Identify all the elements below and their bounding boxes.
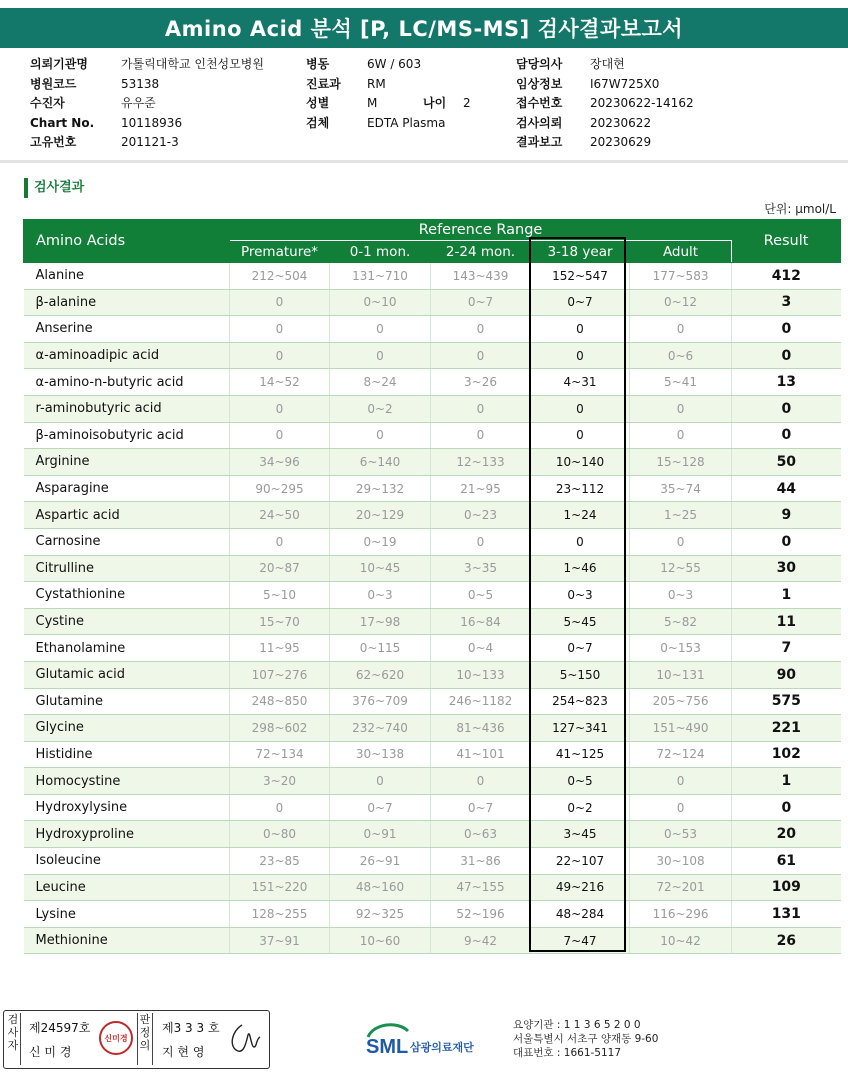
reference-range-cell: 1~25 xyxy=(630,502,732,529)
amino-acid-name: Aspartic acid xyxy=(24,502,230,529)
reviewer-label: 판정의 xyxy=(137,1013,153,1065)
table-row xyxy=(24,369,841,396)
reference-range-cell: 0 xyxy=(431,528,531,555)
value-department: RM xyxy=(367,76,386,91)
table-row xyxy=(24,608,841,635)
result-value: 30 xyxy=(732,555,841,582)
reference-range-cell: 81~436 xyxy=(431,715,531,742)
reference-range-cell: 246~1182 xyxy=(431,688,531,715)
reference-range-cell: 0 xyxy=(330,422,431,449)
org-phone: 대표번호 : 1661-5117 xyxy=(513,1047,622,1059)
results-table xyxy=(23,219,841,954)
tester-number: 제24597호 xyxy=(29,1021,91,1035)
reference-range-cell: 47~155 xyxy=(431,874,531,901)
amino-acid-name: Glutamic acid xyxy=(24,661,230,688)
reference-range-cell: 212~504 xyxy=(230,263,330,290)
reference-range-cell: 0~7 xyxy=(531,289,630,316)
reference-range-cell: 49~216 xyxy=(531,874,630,901)
reference-range-cell: 3~45 xyxy=(531,821,630,848)
value-clinical-info: I67W725X0 xyxy=(590,76,660,91)
reference-range-cell: 10~45 xyxy=(330,555,431,582)
result-value: 26 xyxy=(732,927,841,954)
table-row xyxy=(24,263,841,290)
reference-range-cell: 0 xyxy=(431,395,531,422)
amino-acid-name: Lysine xyxy=(24,901,230,928)
reference-range-cell: 35~74 xyxy=(630,475,732,502)
subheader-2-24-mon: 2-24 mon. xyxy=(431,241,531,263)
reviewer-name: 지 현 영 xyxy=(162,1045,205,1059)
table-row xyxy=(24,635,841,662)
reference-range-cell: 0 xyxy=(330,768,431,795)
reference-range-cell: 10~60 xyxy=(330,927,431,954)
reference-range-cell: 0~6 xyxy=(630,342,732,369)
reference-range-cell: 0~5 xyxy=(531,768,630,795)
reference-range-cell: 116~296 xyxy=(630,901,732,928)
amino-acid-name: r-aminobutyric acid xyxy=(24,395,230,422)
value-requesting-org: 가톨릭대학교 인천성모병원 xyxy=(121,57,264,71)
reference-range-cell: 0 xyxy=(230,528,330,555)
label-requesting-org: 의뢰기관명 xyxy=(30,57,88,71)
reference-range-cell: 0~2 xyxy=(330,395,431,422)
table-row xyxy=(24,715,841,742)
table-row xyxy=(24,449,841,476)
tester-seal: 신미경 xyxy=(99,1021,133,1055)
reference-range-cell: 0~7 xyxy=(431,289,531,316)
reference-range-cell: 0 xyxy=(230,289,330,316)
result-value: 44 xyxy=(732,475,841,502)
reference-range-cell: 10~133 xyxy=(431,661,531,688)
reference-range-cell: 9~42 xyxy=(431,927,531,954)
amino-acid-name: α-aminoadipic acid xyxy=(24,342,230,369)
table-row xyxy=(24,661,841,688)
reference-range-cell: 92~325 xyxy=(330,901,431,928)
signature-box xyxy=(3,1010,270,1069)
result-value: 1 xyxy=(732,582,841,609)
reference-range-cell: 0~2 xyxy=(531,794,630,821)
reference-range-cell: 0 xyxy=(230,316,330,343)
label-ward: 병동 xyxy=(306,57,330,71)
table-row xyxy=(24,688,841,715)
label-doctor: 담당의사 xyxy=(516,57,563,71)
report-title: Amino Acid 분석 [P, LC/MS-MS] 검사결과보고서 xyxy=(0,8,848,48)
result-value: 0 xyxy=(732,395,841,422)
reference-range-cell: 31~86 xyxy=(431,848,531,875)
reference-range-cell: 0 xyxy=(330,316,431,343)
amino-acid-name: Hydroxyproline xyxy=(24,821,230,848)
amino-acid-name: Glutamine xyxy=(24,688,230,715)
reference-range-cell: 0 xyxy=(531,342,630,369)
amino-acid-name: Hydroxylysine xyxy=(24,794,230,821)
reference-range-cell: 0 xyxy=(230,342,330,369)
reference-range-cell: 15~128 xyxy=(630,449,732,476)
reference-range-cell: 248~850 xyxy=(230,688,330,715)
sml-logo xyxy=(364,1017,504,1061)
result-value: 412 xyxy=(732,263,841,290)
reference-range-cell: 72~124 xyxy=(630,741,732,768)
header-reference-range: Reference Range xyxy=(230,220,732,241)
unit-label: 단위: μmol/L xyxy=(764,202,836,216)
reference-range-cell: 41~101 xyxy=(431,741,531,768)
value-specimen: EDTA Plasma xyxy=(367,115,446,130)
amino-acid-name: Methionine xyxy=(24,927,230,954)
table-row xyxy=(24,901,841,928)
reference-range-cell: 0 xyxy=(630,316,732,343)
result-value: 0 xyxy=(732,528,841,555)
table-row xyxy=(24,821,841,848)
reference-range-cell: 0~3 xyxy=(330,582,431,609)
reference-range-cell: 21~95 xyxy=(431,475,531,502)
reference-range-cell: 0 xyxy=(630,395,732,422)
org-code: 요양기관 : 1 1 3 6 5 2 0 0 xyxy=(513,1019,641,1031)
reviewer-number: 제3 3 3 호 xyxy=(162,1021,220,1035)
label-unique-no: 고유번호 xyxy=(30,135,77,149)
reference-range-cell: 0 xyxy=(531,422,630,449)
result-value: 131 xyxy=(732,901,841,928)
reference-range-cell: 0 xyxy=(630,794,732,821)
reference-range-cell: 23~112 xyxy=(531,475,630,502)
reference-range-cell: 7~47 xyxy=(531,927,630,954)
reference-range-cell: 20~87 xyxy=(230,555,330,582)
reference-range-cell: 0~80 xyxy=(230,821,330,848)
divider xyxy=(0,160,848,163)
reference-range-cell: 151~220 xyxy=(230,874,330,901)
reference-range-cell: 3~35 xyxy=(431,555,531,582)
patient-info-col3 xyxy=(516,55,694,153)
value-request-date: 20230622 xyxy=(590,115,652,130)
logo-text: SML xyxy=(366,1036,409,1058)
reference-range-cell: 0~4 xyxy=(431,635,531,662)
table-row xyxy=(24,874,841,901)
result-value: 90 xyxy=(732,661,841,688)
reference-range-cell: 0 xyxy=(230,794,330,821)
label-department: 진료과 xyxy=(306,76,341,91)
reference-range-cell: 0 xyxy=(330,342,431,369)
reference-range-cell: 10~140 xyxy=(531,449,630,476)
reference-range-cell: 0 xyxy=(531,528,630,555)
value-report-date: 20230629 xyxy=(590,135,652,149)
reference-range-cell: 5~82 xyxy=(630,608,732,635)
reference-range-cell: 24~50 xyxy=(230,502,330,529)
table-row xyxy=(24,316,841,343)
reference-range-cell: 205~756 xyxy=(630,688,732,715)
reference-range-cell: 0 xyxy=(431,768,531,795)
result-value: 7 xyxy=(732,635,841,662)
reference-range-cell: 37~91 xyxy=(230,927,330,954)
reference-range-cell: 131~710 xyxy=(330,263,431,290)
reference-range-cell: 17~98 xyxy=(330,608,431,635)
label-clinical-info: 임상정보 xyxy=(516,76,563,91)
table-row xyxy=(24,528,841,555)
reviewer-signature xyxy=(224,1017,266,1059)
reference-range-cell: 1~46 xyxy=(531,555,630,582)
reference-range-cell: 0 xyxy=(230,395,330,422)
reference-range-cell: 0~5 xyxy=(431,582,531,609)
amino-acid-name: Histidine xyxy=(24,741,230,768)
subheader-adult: Adult xyxy=(630,241,732,263)
table-row xyxy=(24,422,841,449)
tester-name: 신 미 경 xyxy=(29,1045,72,1059)
reference-range-cell: 20~129 xyxy=(330,502,431,529)
table-row xyxy=(24,582,841,609)
reference-range-cell: 143~439 xyxy=(431,263,531,290)
subheader-0-1-mon: 0-1 mon. xyxy=(330,241,431,263)
reference-range-cell: 3~20 xyxy=(230,768,330,795)
reference-range-cell: 62~620 xyxy=(330,661,431,688)
value-sex: M xyxy=(367,96,378,110)
reference-range-cell: 232~740 xyxy=(330,715,431,742)
reference-range-cell: 10~131 xyxy=(630,661,732,688)
reference-range-cell: 0~12 xyxy=(630,289,732,316)
amino-acid-name: β-aminoisobutyric acid xyxy=(24,422,230,449)
reference-range-cell: 8~24 xyxy=(330,369,431,396)
reference-range-cell: 128~255 xyxy=(230,901,330,928)
reference-range-cell: 0~10 xyxy=(330,289,431,316)
reference-range-cell: 0~7 xyxy=(531,635,630,662)
label-receipt-no: 접수번호 xyxy=(516,96,563,110)
value-doctor: 장대현 xyxy=(590,57,625,71)
reference-range-cell: 10~42 xyxy=(630,927,732,954)
result-value: 0 xyxy=(732,422,841,449)
table-row xyxy=(24,395,841,422)
table-row xyxy=(24,794,841,821)
reference-range-cell: 29~132 xyxy=(330,475,431,502)
reference-range-cell: 0~53 xyxy=(630,821,732,848)
reference-range-cell: 5~45 xyxy=(531,608,630,635)
subheader-premature: Premature* xyxy=(230,241,330,263)
reference-range-cell: 177~583 xyxy=(630,263,732,290)
patient-info-col1 xyxy=(30,55,264,153)
label-request-date: 검사의뢰 xyxy=(516,115,563,130)
reference-range-cell: 0~115 xyxy=(330,635,431,662)
reference-range-cell: 0 xyxy=(531,316,630,343)
result-value: 575 xyxy=(732,688,841,715)
result-value: 20 xyxy=(732,821,841,848)
reference-range-cell: 0 xyxy=(230,422,330,449)
reference-range-cell: 0~7 xyxy=(431,794,531,821)
results-table-body xyxy=(24,263,841,954)
value-hospital-code: 53138 xyxy=(121,76,160,91)
reference-range-cell: 72~201 xyxy=(630,874,732,901)
reference-range-cell: 127~341 xyxy=(531,715,630,742)
amino-acid-name: Cystathionine xyxy=(24,582,230,609)
label-patient: 수진자 xyxy=(30,96,65,110)
table-row xyxy=(24,555,841,582)
reference-range-cell: 15~70 xyxy=(230,608,330,635)
reference-range-cell: 0~3 xyxy=(630,582,732,609)
reference-range-cell: 0~19 xyxy=(330,528,431,555)
reference-range-cell: 26~91 xyxy=(330,848,431,875)
value-receipt-no: 20230622-14162 xyxy=(590,96,694,110)
reference-range-cell: 254~823 xyxy=(531,688,630,715)
reference-range-cell: 52~196 xyxy=(431,901,531,928)
amino-acid-name: β-alanine xyxy=(24,289,230,316)
org-address: 서울특별시 서초구 양재동 9-60 xyxy=(513,1033,659,1045)
reference-range-cell: 5~41 xyxy=(630,369,732,396)
result-value: 0 xyxy=(732,794,841,821)
reference-range-cell: 41~125 xyxy=(531,741,630,768)
amino-acid-name: Leucine xyxy=(24,874,230,901)
reference-range-cell: 0~23 xyxy=(431,502,531,529)
amino-acid-name: Ethanolamine xyxy=(24,635,230,662)
reference-range-cell: 5~10 xyxy=(230,582,330,609)
value-ward: 6W / 603 xyxy=(367,57,422,71)
section-title: 검사결과 xyxy=(24,178,84,198)
reference-range-cell: 0 xyxy=(531,395,630,422)
reference-range-cell: 0~91 xyxy=(330,821,431,848)
org-contact xyxy=(513,1018,658,1060)
amino-acid-name: Alanine xyxy=(24,263,230,290)
amino-acid-name: Carnosine xyxy=(24,528,230,555)
reference-range-cell: 72~134 xyxy=(230,741,330,768)
table-row xyxy=(24,289,841,316)
amino-acid-name: Citrulline xyxy=(24,555,230,582)
reference-range-cell: 3~26 xyxy=(431,369,531,396)
table-row xyxy=(24,927,841,954)
reference-range-cell: 107~276 xyxy=(230,661,330,688)
result-value: 13 xyxy=(732,369,841,396)
amino-acid-name: Isoleucine xyxy=(24,848,230,875)
table-row xyxy=(24,342,841,369)
reference-range-cell: 0 xyxy=(630,422,732,449)
result-value: 102 xyxy=(732,741,841,768)
reference-range-cell: 30~108 xyxy=(630,848,732,875)
value-chart-no: 10118936 xyxy=(121,115,183,130)
amino-acid-name: Glycine xyxy=(24,715,230,742)
reference-range-cell: 0~153 xyxy=(630,635,732,662)
value-age: 2 xyxy=(463,96,471,110)
table-row xyxy=(24,475,841,502)
amino-acid-name: Anserine xyxy=(24,316,230,343)
result-value: 109 xyxy=(732,874,841,901)
value-patient: 유우준 xyxy=(121,96,156,110)
reference-range-cell: 12~55 xyxy=(630,555,732,582)
amino-acid-name: Arginine xyxy=(24,449,230,476)
amino-acid-name: Cystine xyxy=(24,608,230,635)
label-hospital-code: 병원코드 xyxy=(30,76,77,91)
reference-range-cell: 0 xyxy=(431,422,531,449)
amino-acid-name: Homocystine xyxy=(24,768,230,795)
result-value: 61 xyxy=(732,848,841,875)
reference-range-cell: 0~63 xyxy=(431,821,531,848)
result-value: 221 xyxy=(732,715,841,742)
reference-range-cell: 22~107 xyxy=(531,848,630,875)
reference-range-cell: 0~3 xyxy=(531,582,630,609)
reference-range-cell: 0 xyxy=(431,316,531,343)
reference-range-cell: 151~490 xyxy=(630,715,732,742)
table-row xyxy=(24,741,841,768)
reference-range-cell: 0~7 xyxy=(330,794,431,821)
patient-info-col2 xyxy=(306,55,471,133)
table-row xyxy=(24,768,841,795)
table-row xyxy=(24,848,841,875)
tester-label: 검사자 xyxy=(6,1013,21,1065)
reference-range-cell: 90~295 xyxy=(230,475,330,502)
reference-range-cell: 4~31 xyxy=(531,369,630,396)
result-value: 1 xyxy=(732,768,841,795)
table-row xyxy=(24,502,841,529)
reference-range-cell: 0 xyxy=(630,768,732,795)
value-unique-no: 201121-3 xyxy=(121,135,179,149)
result-value: 11 xyxy=(732,608,841,635)
reference-range-cell: 152~547 xyxy=(531,263,630,290)
reference-range-cell: 16~84 xyxy=(431,608,531,635)
reference-range-cell: 1~24 xyxy=(531,502,630,529)
reference-range-cell: 5~150 xyxy=(531,661,630,688)
reference-range-cell: 34~96 xyxy=(230,449,330,476)
reference-range-cell: 6~140 xyxy=(330,449,431,476)
label-age: 나이 xyxy=(423,96,447,110)
reference-range-cell: 0 xyxy=(630,528,732,555)
reference-range-cell: 14~52 xyxy=(230,369,330,396)
label-specimen: 검체 xyxy=(306,115,330,130)
result-value: 50 xyxy=(732,449,841,476)
result-value: 3 xyxy=(732,289,841,316)
label-sex: 성별 xyxy=(306,96,330,110)
label-report-date: 결과보고 xyxy=(516,135,563,149)
reference-range-cell: 48~284 xyxy=(531,901,630,928)
reference-range-cell: 23~85 xyxy=(230,848,330,875)
amino-acid-name: Asparagine xyxy=(24,475,230,502)
reference-range-cell: 0 xyxy=(431,342,531,369)
result-value: 0 xyxy=(732,316,841,343)
reference-range-cell: 30~138 xyxy=(330,741,431,768)
subheader-3-18-year: 3-18 year xyxy=(531,241,630,263)
result-value: 0 xyxy=(732,342,841,369)
org-name: 삼광의료재단 xyxy=(410,1041,474,1054)
header-result: Result xyxy=(732,220,841,263)
result-value: 9 xyxy=(732,502,841,529)
reference-range-cell: 376~709 xyxy=(330,688,431,715)
amino-acid-name: α-amino-n-butyric acid xyxy=(24,369,230,396)
label-chart-no: Chart No. xyxy=(30,115,95,130)
reference-range-cell: 11~95 xyxy=(230,635,330,662)
reference-range-cell: 298~602 xyxy=(230,715,330,742)
header-amino-acids: Amino Acids xyxy=(24,220,230,263)
reference-range-cell: 12~133 xyxy=(431,449,531,476)
reference-range-cell: 48~160 xyxy=(330,874,431,901)
